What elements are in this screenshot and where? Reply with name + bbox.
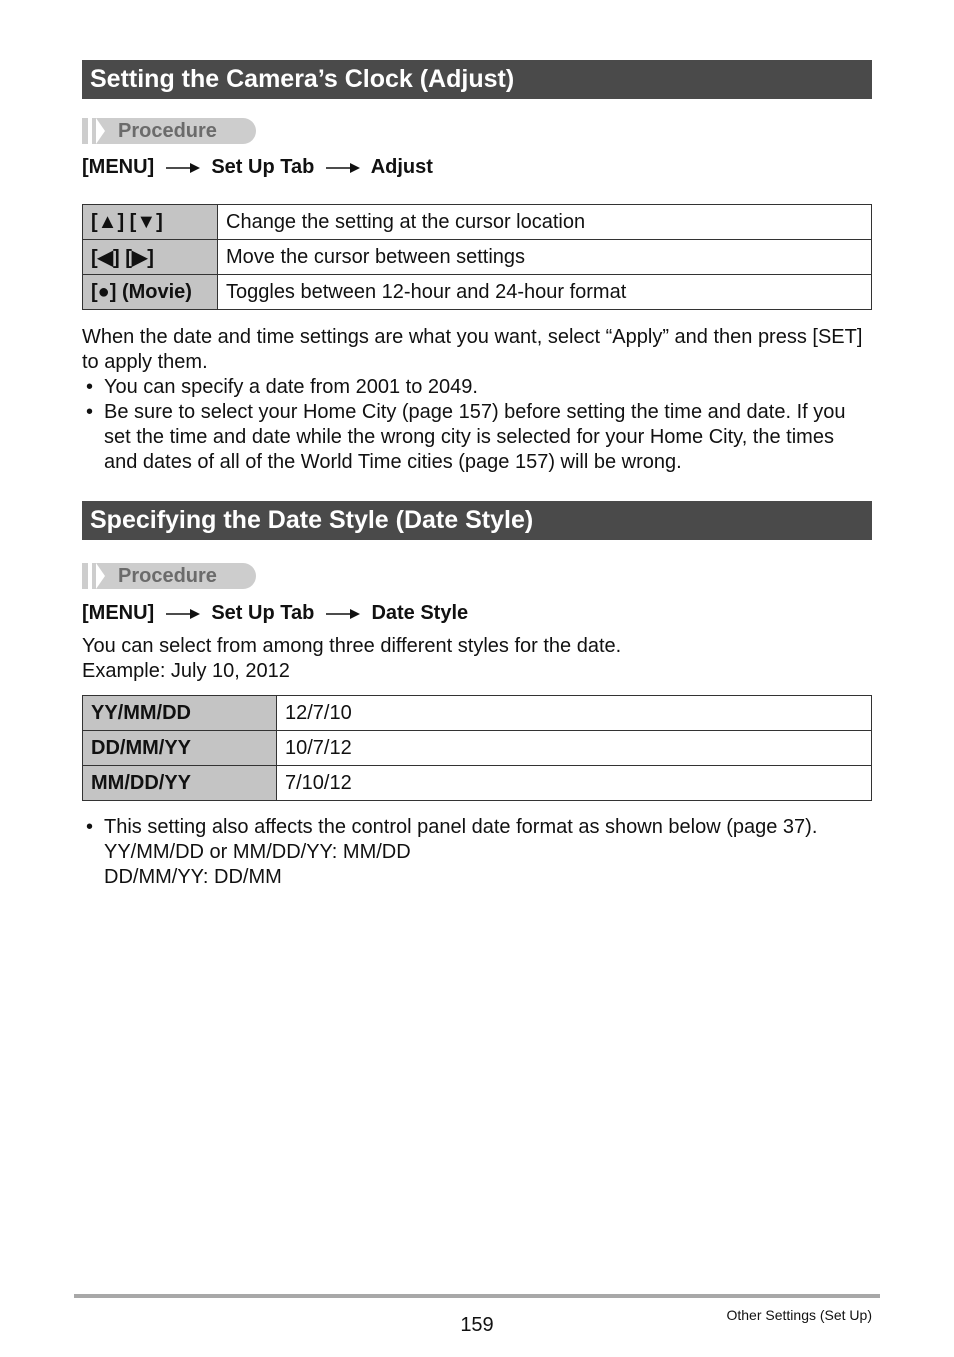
- page-number: 159: [460, 1314, 494, 1336]
- adjust-intro-text: When the date and time settings are what you want, select “Apply” and then press [SET] to apply them.: [82, 326, 863, 373]
- menu-path-date-style: [82, 600, 468, 626]
- table-row: [83, 766, 872, 801]
- table-row: [83, 275, 872, 310]
- path-adjust: Adjust: [370, 156, 433, 178]
- list-item: [82, 400, 872, 475]
- date-style-example-text: Example: July 10, 2012: [82, 660, 290, 682]
- table-value: 12/7/10: [277, 696, 872, 731]
- arrow-right-icon: [326, 163, 360, 173]
- bullet-dot: •: [86, 816, 94, 838]
- table-key: DD/MM/YY: [83, 731, 277, 766]
- procedure-label: Procedure: [118, 565, 217, 587]
- procedure-chevron-icon: [96, 118, 105, 144]
- table-row: [83, 731, 872, 766]
- arrow-right-icon: [166, 609, 200, 619]
- menu-path-adjust: [82, 154, 433, 180]
- date-style-table: [82, 695, 872, 801]
- date-style-intro-text: You can select from among three different styles for the date.: [82, 635, 622, 657]
- table-row: [83, 240, 872, 275]
- list-item: [82, 375, 872, 400]
- table-key: [▲] [▼]: [83, 205, 218, 240]
- path-menu: [MENU]: [82, 156, 155, 178]
- table-value: Change the setting at the cursor location: [218, 205, 872, 240]
- footer-rule: [74, 1294, 880, 1298]
- table-key: [◀] [▶]: [83, 240, 218, 275]
- table-value: Move the cursor between settings: [218, 240, 872, 275]
- bullet-dot: •: [86, 401, 94, 423]
- table-key: MM/DD/YY: [83, 766, 277, 801]
- table-value: 7/10/12: [277, 766, 872, 801]
- arrow-right-icon: [326, 609, 360, 619]
- table-key: YY/MM/DD: [83, 696, 277, 731]
- footer-section-label: Other Settings (Set Up): [726, 1307, 872, 1323]
- procedure-chevron-icon: [96, 563, 105, 589]
- table-key: [●] (Movie): [83, 275, 218, 310]
- table-value: 10/7/12: [277, 731, 872, 766]
- table-row: [83, 205, 872, 240]
- section-heading-adjust: Setting the Camera’s Clock (Adjust): [82, 60, 872, 99]
- bullet-dot: •: [86, 376, 94, 398]
- table-value: Toggles between 12-hour and 24-hour format: [218, 275, 872, 310]
- bullet-text: YY/MM/DD or MM/DD/YY: MM/DD: [104, 841, 411, 863]
- procedure-tag: [82, 563, 256, 589]
- arrow-right-icon: [166, 163, 200, 173]
- list-item: [82, 815, 872, 890]
- path-setup-tab: Set Up Tab: [211, 602, 315, 624]
- section-heading-date-style: Specifying the Date Style (Date Style): [82, 501, 872, 540]
- bullet-text: Be sure to select your Home City (page 157) before setting the time and date. If you set the time and date while the wrong city is selected for your Home City, the times and dates of all of the World Time cities (page 157) will be wrong.: [104, 401, 846, 473]
- procedure-tag: [82, 118, 256, 144]
- procedure-label: Procedure: [118, 120, 217, 142]
- bullet-text: This setting also affects the control panel date format as shown below (page 37).: [104, 816, 818, 838]
- path-menu: [MENU]: [82, 602, 155, 624]
- bullet-text: You can specify a date from 2001 to 2049.: [104, 376, 478, 398]
- bullet-text: DD/MM/YY: DD/MM: [104, 866, 282, 888]
- table-row: [83, 696, 872, 731]
- adjust-controls-table: [82, 204, 872, 310]
- procedure-stripe: [88, 118, 92, 144]
- path-setup-tab: Set Up Tab: [211, 156, 315, 178]
- procedure-stripe: [88, 563, 92, 589]
- path-date-style: Date Style: [371, 602, 469, 624]
